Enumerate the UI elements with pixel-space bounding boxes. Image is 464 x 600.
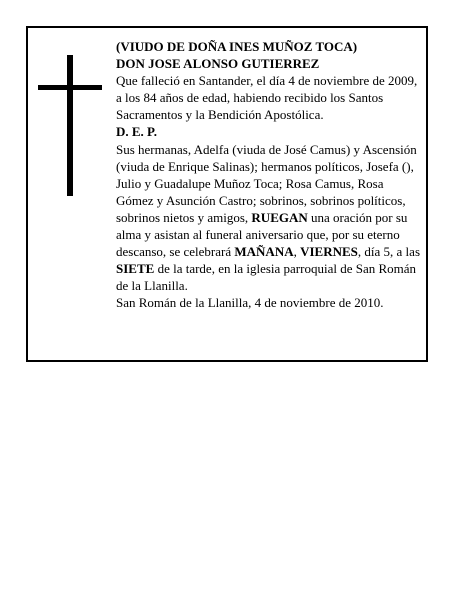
funeral-paragraph — [116, 141, 422, 295]
viernes-word: VIERNES — [300, 244, 358, 260]
cross-icon — [67, 55, 73, 196]
place-and-date: San Román de la Llanilla, 4 de noviembre de 2010. — [116, 295, 384, 311]
manana-word: MAÑANA — [234, 244, 294, 260]
date-time-part-2: de la tarde, en la iglesia parroquial de San Román de la Llanilla. — [116, 261, 417, 294]
deceased-name: DON JOSE ALONSO GUTIERREZ — [116, 56, 320, 72]
siete-word: SIETE — [116, 261, 155, 277]
widow-of-line: (VIUDO DE DOÑA INES MUÑOZ TOCA) — [116, 39, 358, 54]
ruegan-word: RUEGAN — [251, 209, 308, 225]
obituary-notice-frame — [26, 26, 428, 362]
rest-in-peace: D. E. P. — [116, 124, 158, 140]
cross-icon-crossbar — [38, 85, 102, 90]
date-time-part-1: , día 5, a las — [357, 244, 420, 260]
prayer-request: una oración por su alma y asistan al funeral aniversario que, por su eterno descanso, se celebrará — [116, 209, 408, 260]
comma-separator: , — [293, 244, 301, 260]
obituary-text — [116, 38, 422, 312]
family-list: Sus hermanas, Adelfa (viuda de José Camus) y Ascensión (viuda de Enrique Salinas); hermanos políticos, Josefa (), Julio y Guadalupe Muñoz Toca; Rosa Camus, Rosa Gómez y Asunción Castro; sobrinos, sobrinos políticos, sobrinos nietos y amigos, — [116, 141, 417, 225]
death-statement: Que falleció en Santander, el día 4 de noviembre de 2009, a los 84 años de edad, habiendo recibido los Santos Sacramentos y la Bendición Apostólica. — [116, 73, 418, 123]
